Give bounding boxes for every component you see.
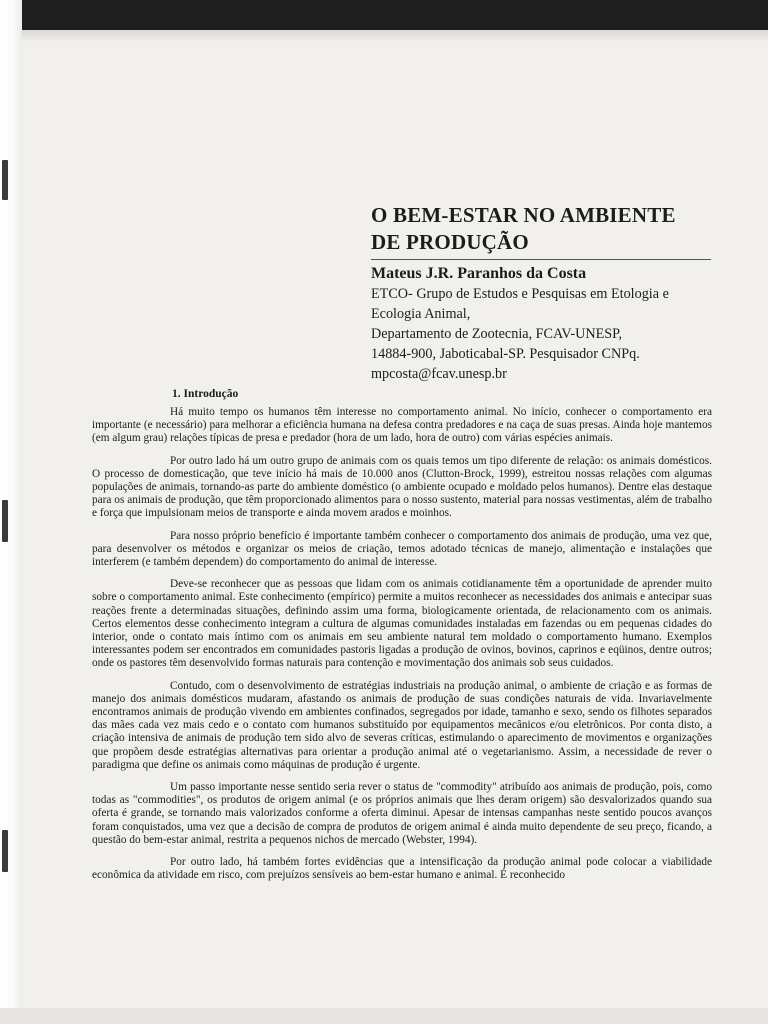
paragraph: Por outro lado há um outro grupo de animais com os quais temos um tipo diferente de relação: os animais domésticos. O processo de domesticação, que teve início há mais de 10.000 anos (Clutton-Brock, 1999), estreitou nossas relações com algumas populações de animais, tornando-as parte do ambiente doméstico (o ambiente ocupado e moldado pelos humanos). Dentre elas destaque para os animais de produção, que têm proporcionado alimentos para o nosso sustento, material para nossas vestimentas, além de trabalho e força que impulsionam meios de transporte e ainda movem arados e moinhos. <box>92 454 712 520</box>
paragraph: Um passo importante nesse sentido seria rever o status de "commodity" atribuído aos animais de produção, pois, como todas as "commodities", os produtos de origem animal (e os próprios animais que lhes deram origem) são desvalorizados quando sua oferta é grande, se tornando mais valorizados conforme a oferta diminui. Apesar de intensas campanhas neste sentido poucos avanços foram conquistados, uma vez que a decisão de compra de produtos de origem animal é ainda muito dependente de seu preço, ficando, a questão do bem-estar animal, restrita a pequenos nichos de mercado (Webster, 1994). <box>92 781 712 846</box>
affiliation-line: ETCO- Grupo de Estudos e Pesquisas em Etologia e <box>371 286 669 302</box>
binding-mark <box>2 160 8 200</box>
section-heading: 1. Introdução <box>172 388 239 400</box>
title-line-2: DE PRODUÇÃO <box>371 230 529 254</box>
scan-top-shadow <box>22 30 768 42</box>
author-name: Mateus J.R. Paranhos da Costa <box>371 265 587 282</box>
article-title <box>371 202 711 260</box>
binding-mark <box>2 830 8 872</box>
affiliation-line: Departamento de Zootecnia, FCAV-UNESP, <box>371 326 623 342</box>
paragraph: Para nosso próprio benefício é importante também conhecer o comportamento dos animais de produção, uma vez que, para desenvolver os métodos e organizar os meios de criação, temos adotado técnicas de manejo, alimentação e instalações que interferem (e também dependem) do comportamento do animal de interesse. <box>92 529 712 569</box>
author-email: mpcosta@fcav.unesp.br <box>371 366 507 382</box>
affiliation-line: 14884-900, Jaboticabal-SP. Pesquisador CNPq. <box>371 346 640 362</box>
paragraph: Por outro lado, há também fortes evidências que a intensificação da produção animal pode colocar a viabilidade econômica da atividade em risco, com prejuízos sensíveis ao bem-estar humano e animal. É reconhecido <box>92 856 712 882</box>
paragraph: Contudo, com o desenvolvimento de estratégias industriais na produção animal, o ambiente de criação e as formas de manejo dos animais domésticos mudaram, afastando os animais de produção de suas condições naturais de vida. Invariavelmente encontramos animais de produção vivendo em ambientes confinados, segregados por idade, tamanho e sexo, sendo os filhotes separados das mães cada vez mais cedo e o contato com humanos substituído por equipamentos mecânicos e/ou eletrônicos. Por conta disto, a criação intensiva de animais de produção tem sido alvo de severas críticas, estimulando o aparecimento de movimentos e organizações que propõem desde estratégias alternativas para orientar a produção animal até o vegetarianismo. Assim, a necessidade de rever o paradigma que define os animais como máquinas de produção é urgente. <box>92 679 712 771</box>
title-line-1: O BEM-ESTAR NO AMBIENTE <box>371 203 676 227</box>
paragraph: Deve-se reconhecer que as pessoas que lidam com os animais cotidianamente têm a oportunidade de aprender muito sobre o comportamento animal. Este conhecimento (empírico) permite a muitos reconhecer as necessidades dos animais e antecipar suas reações frente a determinadas situações, definindo assim uma forma, biologicamente orientada, de relacionamento com os animais. Certos elementos desse conhecimento integram a cultura de algumas comunidades instaladas em fazendas ou em pequenas cidades do interior, onde o contato mais íntimo com os animais em seu ambiente natural tem moldado o comportamento humano. Exemplos interessantes podem ser encontrados em comunidades pastoris ligadas a produção de ovinos, bovinos, caprinos e eqüinos, dentre outros; onde os pastores têm desenvolvido formas naturais para contenção e movimentação dos animais sob seus cuidados. <box>92 578 712 670</box>
binding-mark <box>2 500 8 542</box>
scan-bottom-edge <box>0 1008 768 1024</box>
paragraph: Há muito tempo os humanos têm interesse no comportamento animal. No início, conhecer o comportamento era importante (e necessário) para melhorar a eficiência humana na defesa contra predadores e na caça de suas presas. Ainda hoje mantemos (em algum grau) relações típicas de presa e predador (hora de um lado, hora de outro) com várias espécies animais. <box>92 406 712 445</box>
article-body <box>92 406 712 892</box>
title-block <box>371 202 711 384</box>
affiliation-line: Ecologia Animal, <box>371 306 471 322</box>
scan-top-border <box>22 0 768 32</box>
